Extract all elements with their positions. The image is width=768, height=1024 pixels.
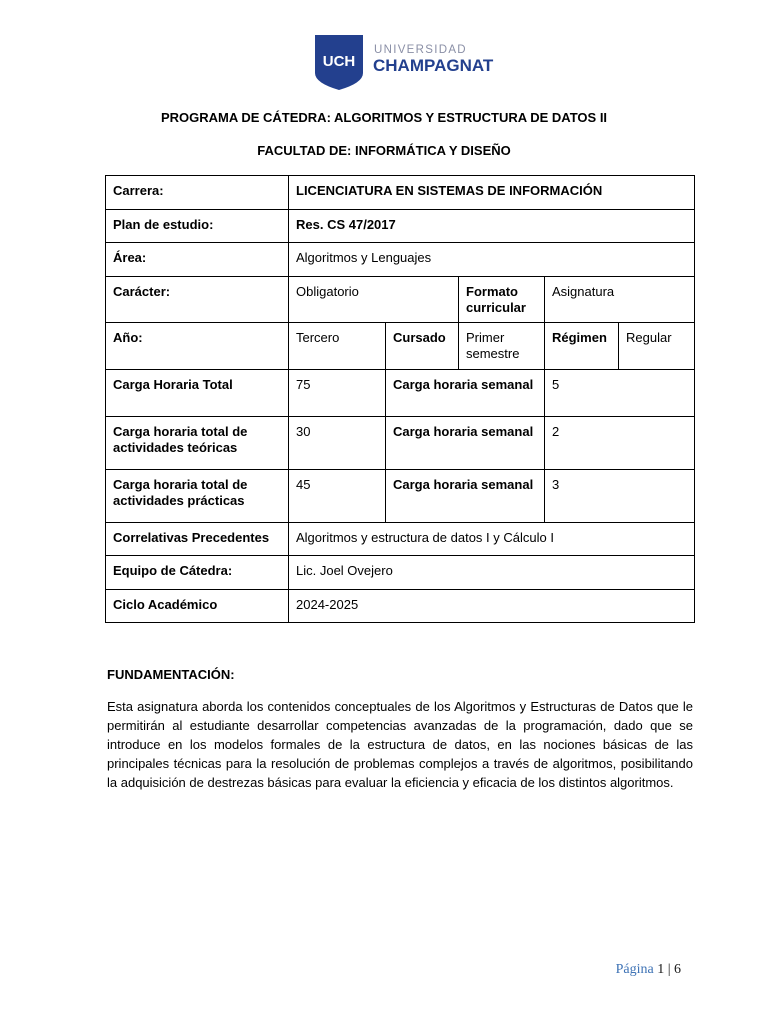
carga-teoricas-semanal-value: 2 (545, 417, 695, 470)
logo-initials: UCH (322, 53, 356, 70)
carga-teoricas-label: Carga horaria total de actividades teóricas (106, 417, 289, 470)
table-row (106, 523, 695, 556)
logo-name: CHAMPAGNAT (373, 56, 494, 75)
table-row (106, 590, 695, 623)
table-row (106, 277, 695, 323)
table-row (106, 323, 695, 370)
table-row (106, 210, 695, 243)
faculty-title: FACULTAD DE: INFORMÁTICA Y DISEÑO (257, 143, 511, 158)
carga-practicas-label: Carga horaria total de actividades prácticas (106, 470, 289, 523)
university-logo (313, 33, 493, 91)
cursado-value: Primer semestre (459, 323, 545, 370)
cursado-label: Cursado (386, 323, 459, 370)
fundamentacion-heading: FUNDAMENTACIÓN: (107, 667, 235, 682)
table-row (106, 176, 695, 210)
formato-value: Asignatura (545, 277, 695, 323)
area-label: Área: (106, 243, 289, 277)
caracter-label: Carácter: (106, 277, 289, 323)
page-label: Página (615, 962, 654, 977)
correlativas-label: Correlativas Precedentes (106, 523, 289, 556)
table-row (106, 370, 695, 417)
formato-label: Formato curricular (459, 277, 545, 323)
fundamentacion-text: Esta asignatura aborda los contenidos conceptuales de los Algoritmos y Estructuras de Datos que le permitirán al estudiante desarrollar competencias avanzadas de la programación, dado que se introduce en los modelos formales de la estructura de datos, en las nociones básicas de las principales técnicas para la resolución de problemas complejos a través de algoritmos, posibilitando la adquisición de destrezas básicas para evaluar la eficiencia y eficacia de los distintos algoritmos. (107, 699, 693, 790)
regimen-label: Régimen (545, 323, 619, 370)
carga-teoricas-value: 30 (289, 417, 386, 470)
course-info-table (105, 175, 695, 623)
page-separator: | (667, 962, 671, 977)
page-footer (616, 962, 681, 978)
program-title: PROGRAMA DE CÁTEDRA: ALGORITMOS Y ESTRUCTURA DE DATOS II (160, 110, 608, 125)
caracter-value: Obligatorio (289, 277, 459, 323)
area-value: Algoritmos y Lenguajes (289, 243, 695, 277)
carrera-value: LICENCIATURA EN SISTEMAS DE INFORMACIÓN (289, 176, 695, 210)
carga-semanal-value: 5 (545, 370, 695, 417)
carrera-label: Carrera: (106, 176, 289, 210)
table-row (106, 243, 695, 277)
equipo-value: Lic. Joel Ovejero (289, 556, 695, 590)
carga-practicas-semanal-label: Carga horaria semanal (386, 470, 545, 523)
shield-icon (313, 33, 365, 91)
regimen-value: Regular (619, 323, 695, 370)
carga-total-value: 75 (289, 370, 386, 417)
anio-label: Año: (106, 323, 289, 370)
plan-label: Plan de estudio: (106, 210, 289, 243)
carga-practicas-semanal-value: 3 (545, 470, 695, 523)
equipo-label: Equipo de Cátedra: (106, 556, 289, 590)
carga-teoricas-semanal-label: Carga horaria semanal (386, 417, 545, 470)
ciclo-label: Ciclo Académico (106, 590, 289, 623)
page-total: 6 (674, 962, 681, 977)
carga-semanal-label: Carga horaria semanal (386, 370, 545, 417)
plan-value: Res. CS 47/2017 (289, 210, 695, 243)
carga-practicas-value: 45 (289, 470, 386, 523)
correlativas-value: Algoritmos y estructura de datos I y Cálculo I (289, 523, 695, 556)
anio-value: Tercero (289, 323, 386, 370)
table-row (106, 417, 695, 470)
table-row (106, 470, 695, 523)
logo-subtitle: UNIVERSIDAD (374, 44, 467, 56)
carga-total-label: Carga Horaria Total (106, 370, 289, 417)
ciclo-value: 2024-2025 (289, 590, 695, 623)
page-number: 1 (657, 962, 665, 977)
table-row (106, 556, 695, 590)
